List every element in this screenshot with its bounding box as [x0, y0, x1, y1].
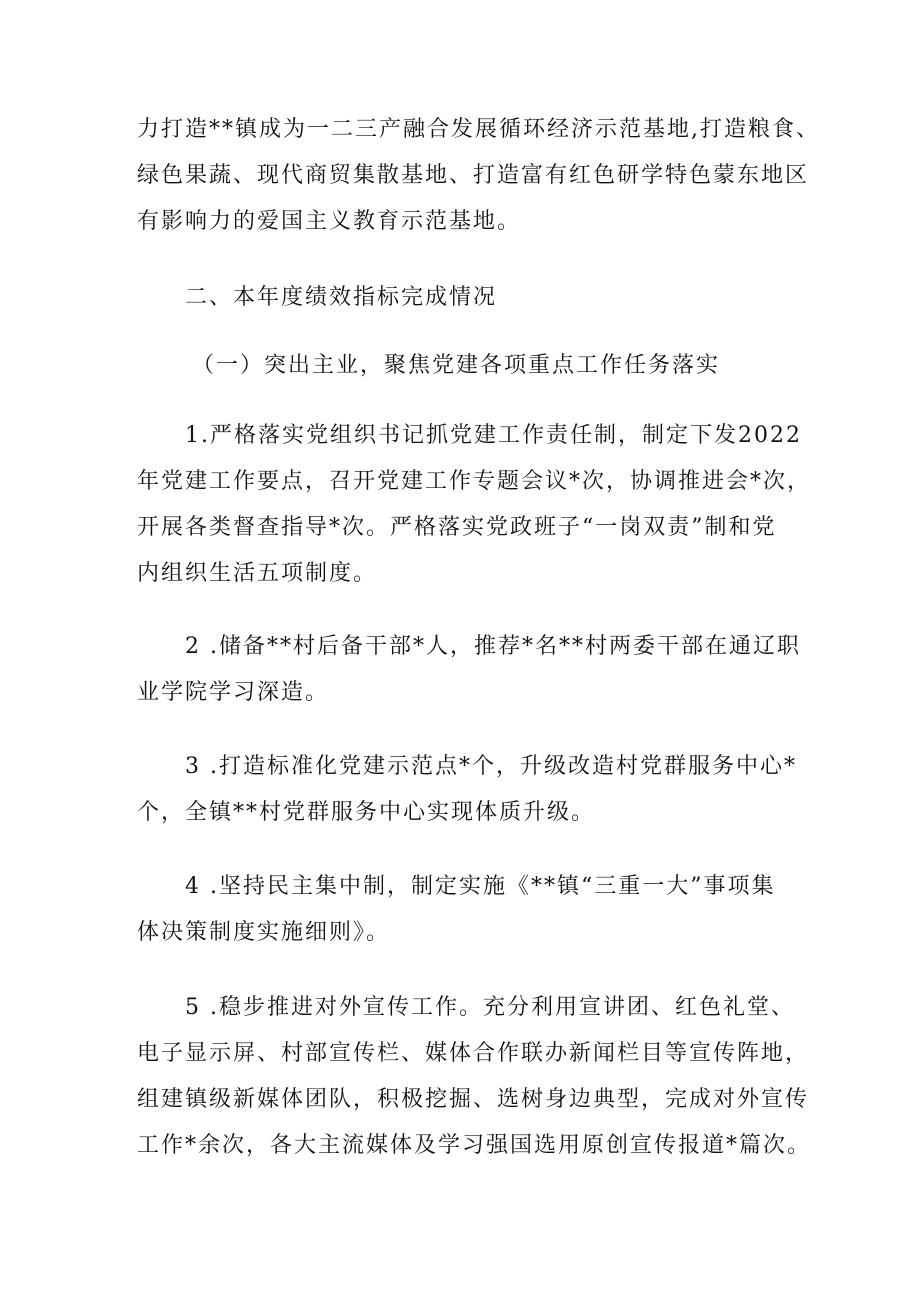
text-line: 4 .坚持民主集中制，制定实施《**镇“三重一大”事项集 — [185, 874, 776, 899]
text-line: 电子显示屏、村部宣传栏、媒体合作联办新闻栏目等宣传阵地， — [137, 1041, 810, 1066]
heading-text: （一）突出主业，聚焦党建各项重点工作任务落实 — [192, 353, 721, 378]
text-line: 绿色果蔬、现代商贸集散基地、打造富有红色研学特色蒙东地区 — [137, 163, 810, 188]
text-line: 力打造**镇成为一二三产融合发展循环经济示范基地,打造粮食、 — [137, 117, 820, 142]
text-line: 工作*余次，各大主流媒体及学习强国选用原创宣传报道*篇次。 — [137, 1133, 812, 1158]
text-line: 5 .稳步推进对外宣传工作。充分利用宣讲团、红色礼堂、 — [185, 995, 795, 1020]
text-line: 年党建工作要点，召开党建工作专题会议*次，协调推进会*次， — [137, 469, 812, 494]
list-item-3 — [137, 744, 797, 836]
text-line: 有影响力的爱国主义教育示范基地。 — [137, 209, 522, 234]
text-line: 个，全镇**村党群服务中心实现体质升级。 — [137, 800, 596, 825]
text-line: 1.严格落实党组织书记抓党建工作责任制，制定下发2022 — [185, 423, 802, 448]
text-line: 体决策制度实施细则》。 — [137, 920, 391, 945]
paragraph-intro — [137, 107, 820, 245]
section-heading — [137, 275, 835, 321]
list-item-4 — [137, 864, 787, 956]
text-line: 2 .储备**村后备干部*人，推荐*名**村两委干部在通辽职 — [185, 634, 801, 659]
list-item-5 — [137, 985, 812, 1169]
subsection-heading — [137, 343, 842, 389]
text-line: 组建镇级新媒体团队，积极挖掘、选树身边典型，完成对外宣传 — [137, 1087, 810, 1112]
text-line: 开展各类督查指导*次。严格落实党政班子“一岗双责”制和党 — [137, 515, 777, 540]
text-line: 内组织生活五项制度。 — [137, 561, 378, 586]
text-line: 3 .打造标准化党建示范点*个，升级改造村党群服务中心* — [185, 754, 797, 779]
list-item-2 — [137, 624, 801, 716]
list-item-1 — [137, 413, 812, 597]
text-line: 业学院学习深造。 — [137, 680, 330, 705]
heading-text: 二、本年度绩效指标完成情况 — [185, 285, 498, 310]
